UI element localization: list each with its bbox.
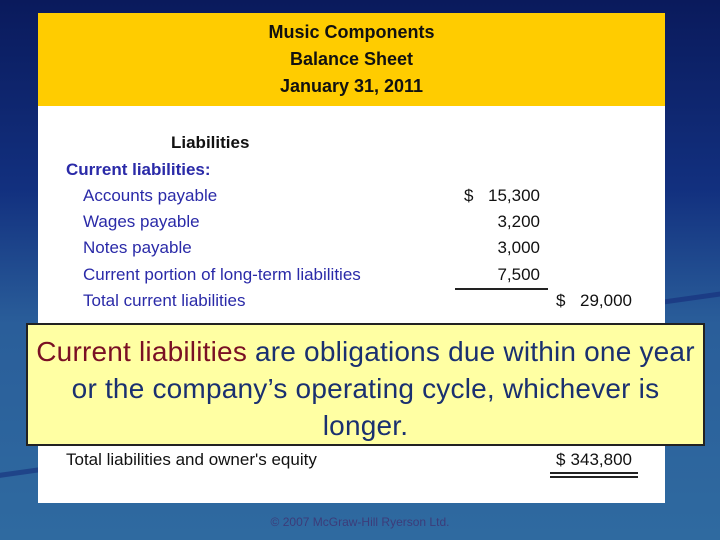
statement-date: January 31, 2011 [279,76,424,96]
amount-total-current-liabilities: 29,000 [580,291,632,310]
amount-total-liabilities-equity: 343,800 [570,450,632,469]
currency-symbol: $ [556,291,566,310]
row-label-notes-payable: Notes payable [83,238,192,257]
row-label-wages-payable: Wages payable [83,212,200,231]
currency-symbol: $ [556,450,566,469]
liabilities-heading: Liabilities [171,133,250,152]
company-name: Music Components [268,22,435,42]
definition-callout [26,323,705,446]
amount-wages-payable: 3,200 [497,212,540,231]
subtotal-rule [455,288,548,290]
row-label-accounts-payable: Accounts payable [83,186,218,205]
double-rule-bottom [550,476,638,478]
amount-notes-payable: 3,000 [497,238,540,257]
row-label-current-portion-ltl: Current portion of long-term liabilities [83,265,361,284]
currency-symbol: $ [464,186,474,205]
callout-highlight-term: Current liabilities [36,336,248,367]
statement-title: Balance Sheet [289,49,414,69]
amount-accounts-payable: 15,300 [488,186,540,205]
amount-current-portion-ltl: 7,500 [497,265,540,284]
row-label-total-current-liabilities: Total current liabilities [83,291,246,310]
double-rule-top [550,472,638,474]
current-liabilities-label: Current liabilities: [66,160,211,179]
copyright-notice: © 2007 McGraw-Hill Ryerson Ltd. [270,515,450,529]
total-liabilities-equity-label: Total liabilities and owner's equity [66,450,317,469]
balance-sheet-header [38,13,665,106]
callout-definition-text: are obligations due within one year or the company’s operating cycle, whichever is longer. [71,336,695,441]
